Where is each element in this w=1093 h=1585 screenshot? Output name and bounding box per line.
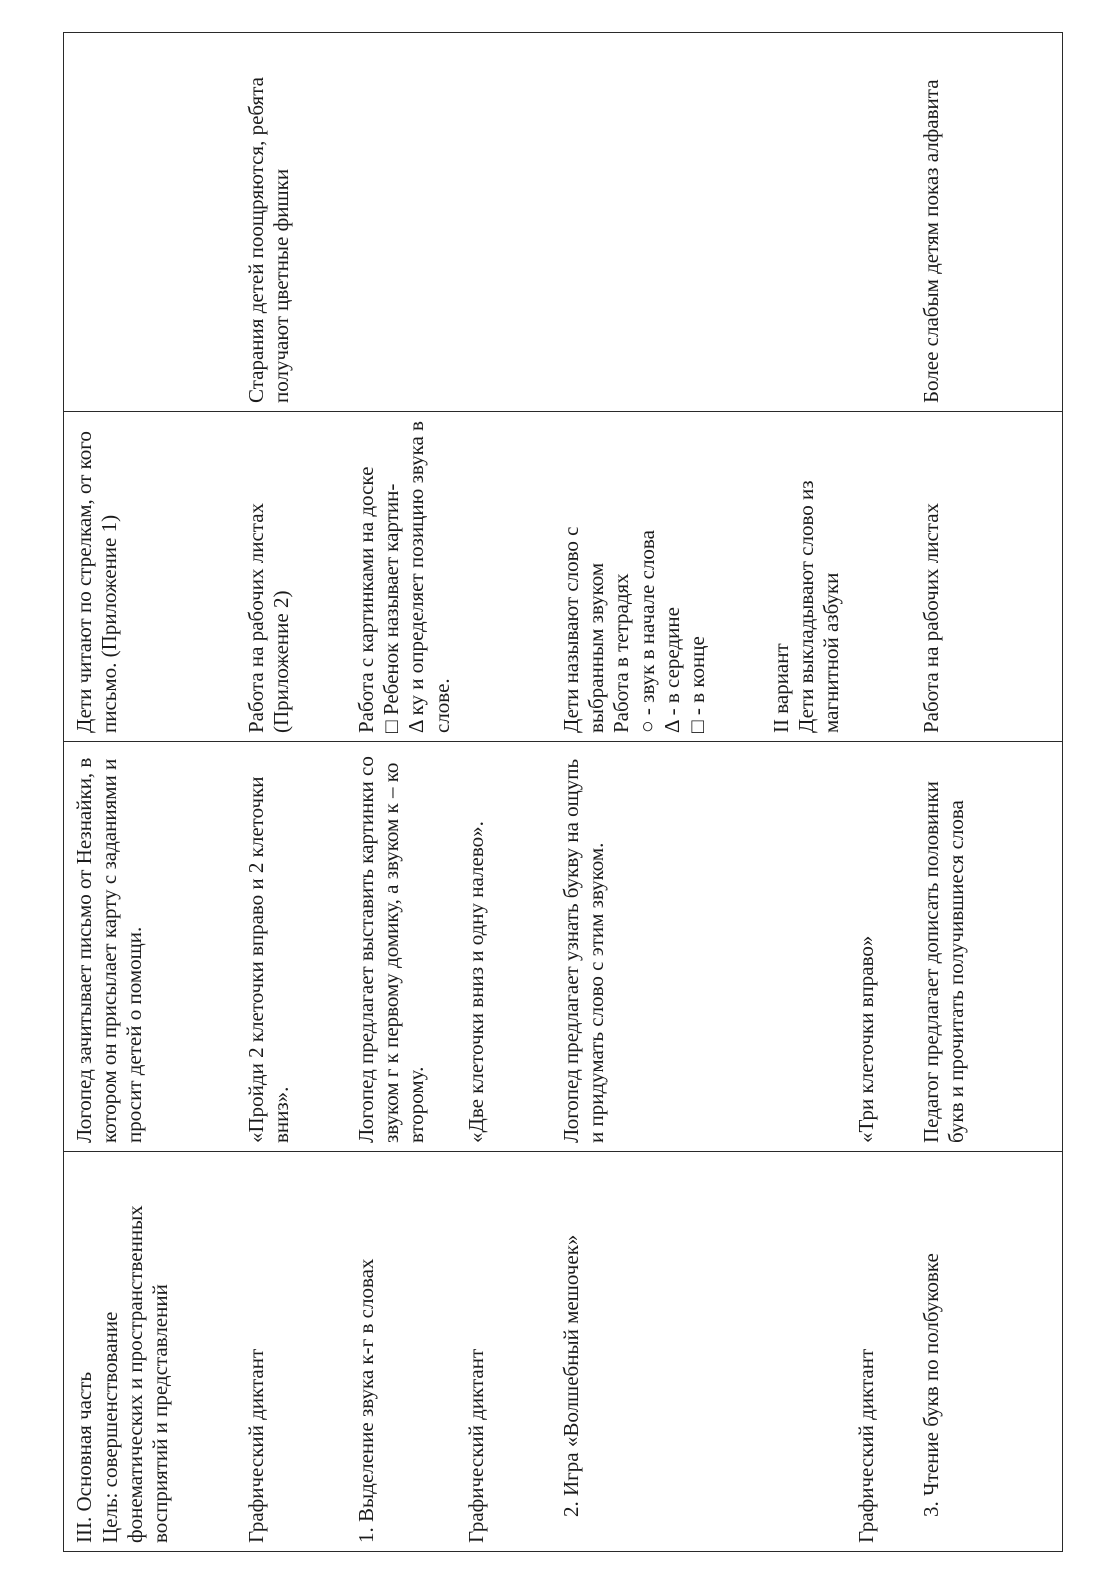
lesson-plan-table: [63, 32, 1063, 1552]
children-text-2: Работа на рабочих листах (Приложение 2): [244, 502, 294, 733]
children-text-3: Работа с картинками на доске □ Ребенок называет картин- Δ ку и определяет позицию звука в слове.: [354, 421, 454, 733]
children-text-5: II вариант Дети выкладывают слово из магнитной азбуки: [769, 480, 844, 733]
section-goal: Цель: совершенствование фонематических и пространственных восприятий и представлений: [98, 1205, 173, 1543]
teacher-text-3: Логопед предлагает выставить картинки со звуком г к первому домику, а звуком к – ко второму.: [354, 756, 429, 1143]
stage-item-2: 2. Игра «Волшебный мешочек»: [559, 1234, 583, 1517]
notes-text-2: Более слабым детям показ алфавита: [919, 79, 943, 403]
notes-text-1: Старания детей поощряются, ребята получают цветные фишки: [244, 77, 294, 403]
children-text-6: Работа на рабочих листах: [919, 502, 943, 733]
section-title: III. Основная часть: [72, 1371, 96, 1543]
teacher-text-2: «Пройди 2 клеточки вправо и 2 клеточки вниз».: [244, 776, 294, 1143]
teacher-text-5: Логопед предлагает узнать букву на ощупь и придумать слово с этим звуком.: [559, 758, 609, 1143]
stage-dictation-1: Графический диктант: [244, 1348, 268, 1543]
children-text-1: Дети читают по стрелкам, от кого письмо. (Приложение 1): [72, 431, 122, 733]
teacher-text-1: Логопед зачитывает письмо от Незнайки, в котором он присылает карту с заданиями и просит детей о помощи.: [72, 757, 147, 1143]
teacher-text-4: «Две клеточки вниз и одну налево».: [464, 821, 488, 1143]
stage-column: [64, 1151, 1062, 1551]
teacher-text-6: «Три клеточки вправо»: [854, 935, 878, 1143]
stage-dictation-3: Графический диктант: [854, 1348, 878, 1543]
teacher-column: [64, 741, 1062, 1151]
teacher-text-7: Педагог предлагает дописать половинки букв и прочитать получившиеся слова: [919, 781, 969, 1143]
children-text-4: Дети называют слово с выбранным звуком Работа в тетрадях ○ - звук в начале слова Δ - в середине □ - в конце: [559, 526, 709, 733]
stage-item-1: 1. Выделение звука к-г в словах: [354, 1258, 378, 1543]
notes-column: [64, 33, 1062, 411]
children-column: [64, 411, 1062, 741]
stage-dictation-2: Графический диктант: [464, 1348, 488, 1543]
stage-item-3: 3. Чтение букв по полбуковке: [919, 1253, 943, 1517]
